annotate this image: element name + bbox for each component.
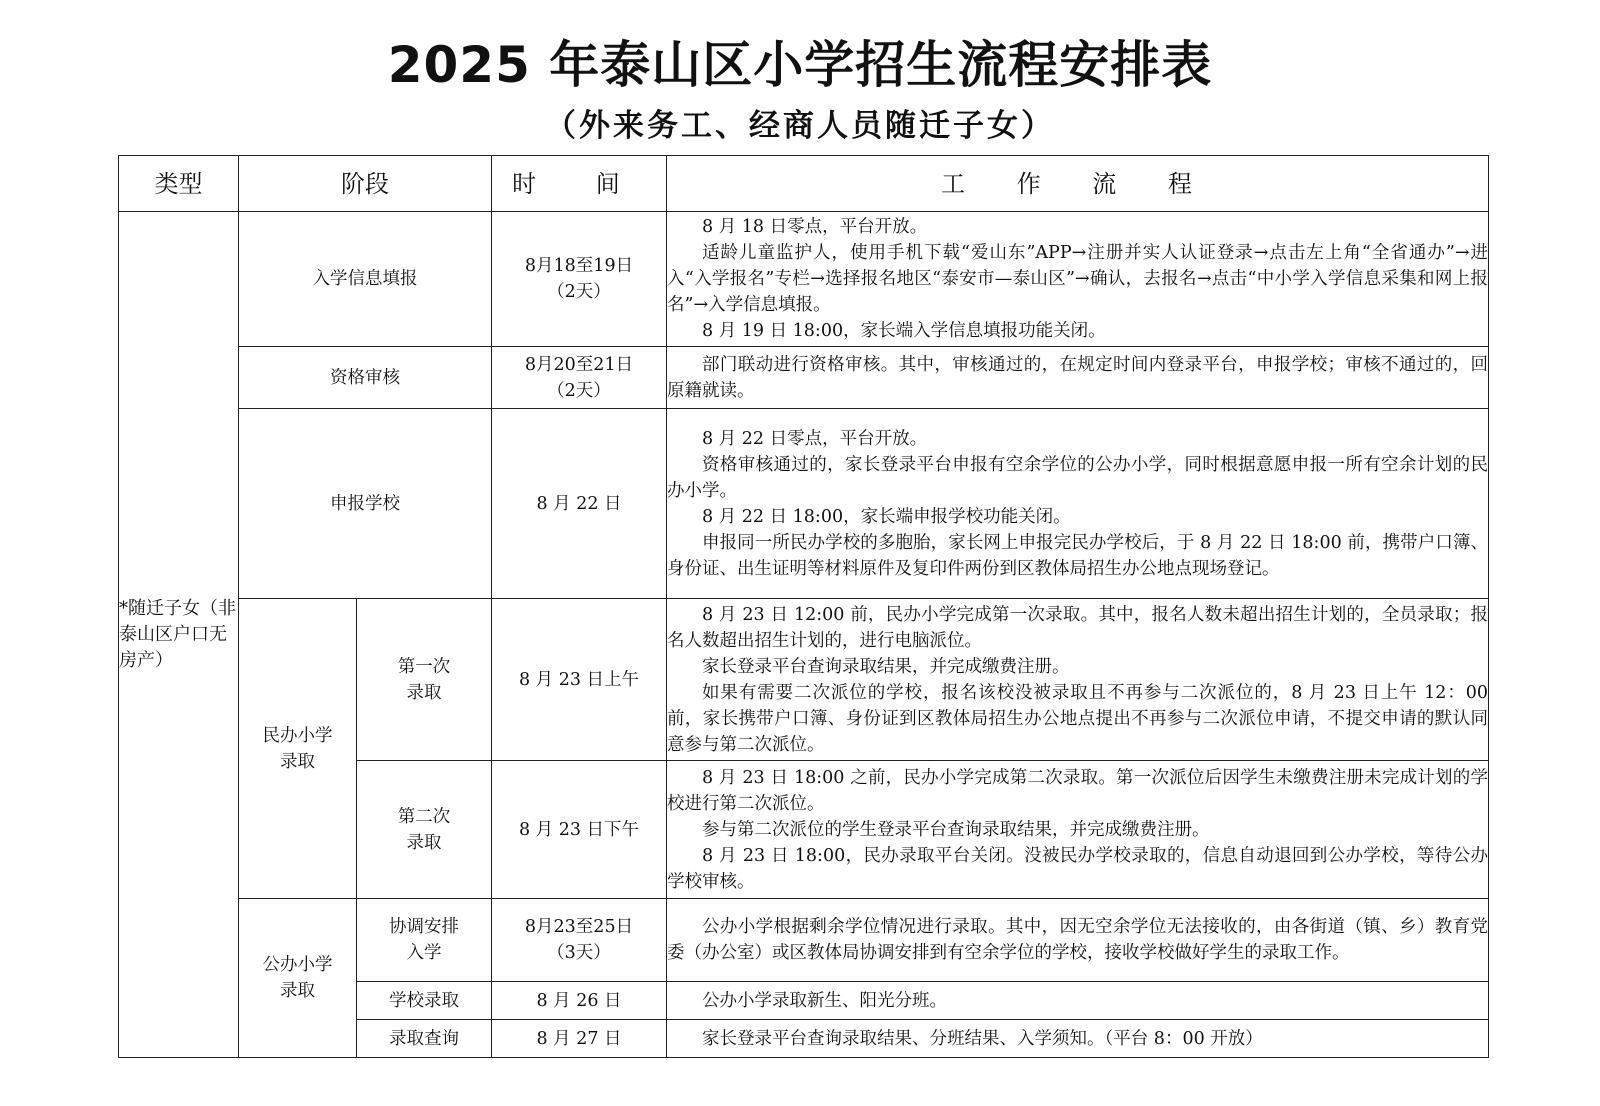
flow-paragraph: 申报同一所民办学校的多胞胎，家长网上申报完民办学校后，于 8 月 22 日 18:00 前，携带户口簿、身份证、出生证明等材料原件及复印件两份到区教体局招生办公地点现场登记。 — [667, 532, 1488, 579]
time-cell — [492, 347, 667, 409]
substage-line: 第二次 — [397, 806, 451, 827]
time-cell: 8 月 23 日上午 — [492, 599, 667, 761]
table-row — [119, 409, 1489, 599]
flow-paragraph: 8 月 23 日 18:00 之前，民办小学完成第二次录取。第一次派位后因学生未缴费注册未完成计划的学校进行第二次派位。 — [667, 767, 1488, 814]
table-row — [119, 347, 1489, 409]
time-line: 8月20至21日 — [524, 354, 634, 375]
flow-paragraph: 参与第二次派位的学生登录平台查询录取结果，并完成缴费注册。 — [702, 819, 1210, 840]
header-flow: 工 作 流 程 — [667, 156, 1489, 212]
time-cell — [492, 212, 667, 347]
flow-cell — [667, 1020, 1489, 1058]
flow-paragraph: 公办小学录取新生、阳光分班。 — [702, 990, 947, 1011]
flow-paragraph: 如果有需要二次派位的学校，报名该校没被录取且不再参与二次派位的，8 月 23 日上午 12：00 前，家长携带户口簿、身份证到区教体局招生办公地点提出不再参与二次派位申请，不提交申请的默认同意参与第二次派位。 — [667, 682, 1488, 755]
flow-paragraph: 适龄儿童监护人，使用手机下载“爱山东”APP→注册并实人认证登录→点击左上角“全省通办”→进入“入学报名”专栏→选择报名地区“泰安市—泰山区”→确认，去报名→点击“中小学入学信息采集和网上报名”→入学信息填报。 — [667, 243, 1488, 315]
time-line: （2天） — [547, 282, 611, 302]
flow-cell — [667, 761, 1489, 899]
table-row — [119, 212, 1489, 347]
substage-line: 协调安排 — [389, 917, 459, 937]
substage-line: 入学 — [406, 943, 442, 963]
flow-paragraph: 8 月 22 日 18:00，家长端申报学校功能关闭。 — [702, 506, 1071, 527]
substage-cell: 录取查询 — [357, 1020, 492, 1058]
flow-cell — [667, 599, 1489, 761]
flow-cell — [667, 409, 1489, 599]
header-time: 时 间 — [492, 156, 667, 212]
page-subtitle: （外来务工、经商人员随迁子女） — [545, 108, 1055, 144]
flow-paragraph: 8 月 19 日 18:00，家长端入学信息填报功能关闭。 — [702, 321, 1106, 341]
substage-line: 第一次 — [397, 656, 451, 677]
flow-cell — [667, 899, 1489, 982]
group-label: 公办小学录取 — [262, 955, 333, 1001]
substage-cell — [357, 761, 492, 899]
flow-paragraph: 部门联动进行资格审核。其中，审核通过的，在规定时间内登录平台，申报学校；审核不通过的，回原籍就读。 — [667, 354, 1488, 401]
flow-paragraph: 8 月 23 日 12:00 前，民办小学完成第一次录取。其中，报名人数未超出招生计划的，全员录取；报名人数超出招生计划的，进行电脑派位。 — [667, 604, 1488, 651]
time-line: 8月23至25日 — [524, 917, 634, 937]
time-line: （3天） — [547, 943, 611, 963]
substage-line: 录取 — [406, 832, 442, 853]
header-stage: 阶段 — [239, 156, 492, 212]
table-header-row — [119, 156, 1489, 212]
table-row — [119, 599, 1489, 761]
time-cell: 8 月 23 日下午 — [492, 761, 667, 899]
flow-paragraph: 公办小学根据剩余学位情况进行录取。其中，因无空余学位无法接收的，由各街道（镇、乡）教育党委（办公室）或区教体局协调安排到有空余学位的学校，接收学校做好学生的录取工作。 — [667, 917, 1488, 963]
group-cell-private — [239, 599, 357, 899]
time-cell: 8 月 26 日 — [492, 982, 667, 1020]
flow-cell — [667, 347, 1489, 409]
group-label: 民办小学录取 — [262, 725, 333, 772]
substage-cell — [357, 899, 492, 982]
flow-paragraph: 8 月 23 日 18:00，民办录取平台关闭。没被民办学校录取的，信息自动退回到公办学校，等待公办学校审核。 — [667, 845, 1488, 892]
page-title: 2025 年泰山区小学招生流程安排表 — [387, 36, 1213, 94]
header-type: 类型 — [119, 156, 239, 212]
time-cell: 8 月 22 日 — [492, 409, 667, 599]
flow-paragraph: 8 月 18 日零点，平台开放。 — [702, 217, 928, 237]
time-line: 8月18至19日 — [524, 256, 634, 276]
time-cell — [492, 899, 667, 982]
stage-cell: 申报学校 — [239, 409, 492, 599]
time-line: （2天） — [547, 380, 611, 401]
flow-paragraph: 家长登录平台查询录取结果，并完成缴费注册。 — [702, 656, 1070, 677]
flow-cell — [667, 212, 1489, 347]
time-cell: 8 月 27 日 — [492, 1020, 667, 1058]
stage-cell: 入学信息填报 — [239, 212, 492, 347]
enrollment-schedule-table — [118, 155, 1489, 1058]
flow-paragraph: 家长登录平台查询录取结果、分班结果、入学须知。（平台 8：00 开放） — [702, 1028, 1263, 1049]
group-cell-public — [239, 899, 357, 1058]
type-cell: *随迁子女（非泰山区户口无房产） — [119, 212, 239, 1058]
substage-cell: 学校录取 — [357, 982, 492, 1020]
substage-line: 录取 — [406, 682, 442, 703]
flow-paragraph: 8 月 22 日零点，平台开放。 — [702, 428, 928, 449]
flow-cell — [667, 982, 1489, 1020]
flow-paragraph: 资格审核通过的，家长登录平台申报有空余学位的公办小学，同时根据意愿申报一所有空余计划的民办小学。 — [667, 454, 1488, 501]
stage-cell: 资格审核 — [239, 347, 492, 409]
substage-cell — [357, 599, 492, 761]
table-row — [119, 899, 1489, 982]
